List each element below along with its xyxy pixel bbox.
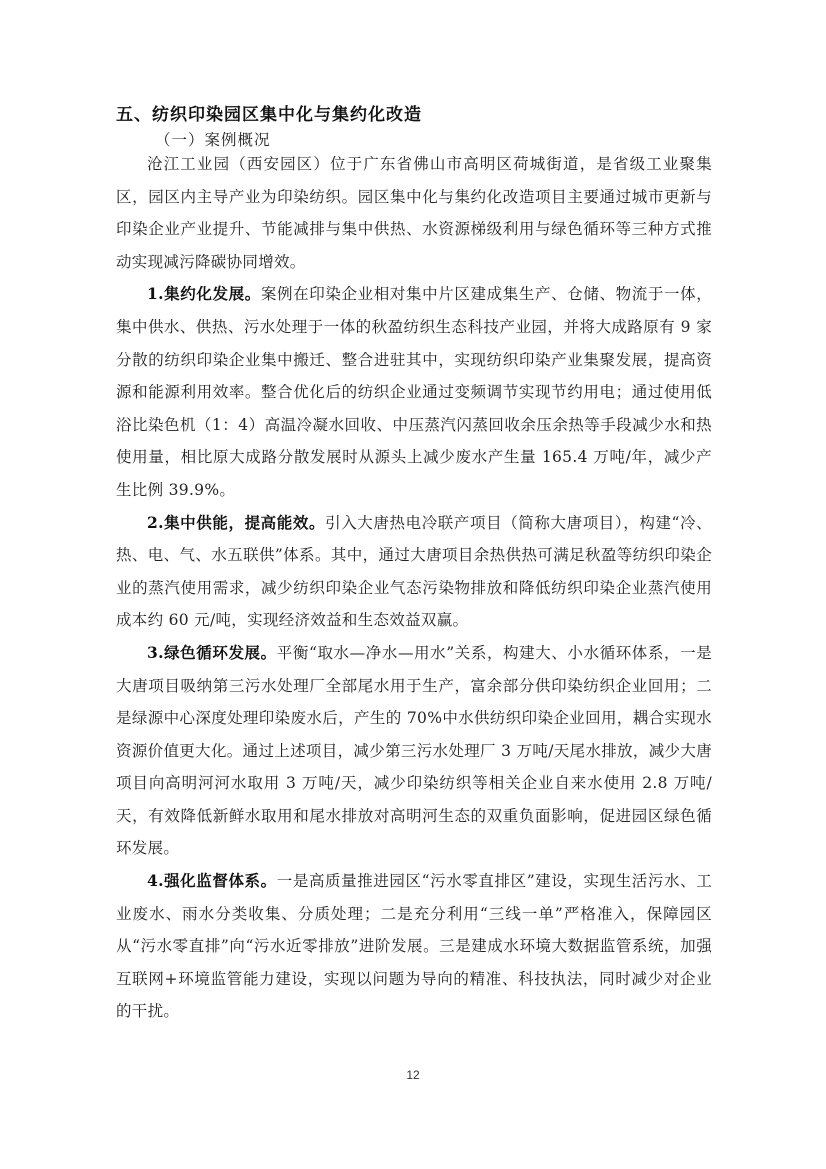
point-paragraph-4 [116,865,712,1028]
point-paragraph-3 [116,637,712,865]
point-text-4: 一是高质量推进园区“污水零直排区”建设，实现生活污水、工业废水、雨水分类收集、分质处理；二是充分利用“三线一单”严格准入，保障园区从“污水零直排”向“污水近零排放”进阶发展。三是建成水环境大数据监管系统，加强互联网+环境监管能力建设，实现以问题为导向的精准、科技执法，同时减少对企业的干扰。 [116,872,712,1021]
point-lead-4: 4.强化监督体系。 [147,871,277,891]
section-heading: 五、纺织印染园区集中化与集约化改造 [116,105,422,125]
intro-paragraph: 沧江工业园（西安园区）位于广东省佛山市高明区荷城街道，是省级工业聚集区，园区内主导产业为印染纺织。园区集中化与集约化改造项目主要通过城市更新与印染企业产业提升、节能减排与集中供热、水资源梯级利用与绿色循环等三种方式推动实现减污降碳协同增效。 [116,155,712,271]
point-text-2: 引入大唐热电冷联产项目（简称大唐项目），构建“冷、热、电、气、水五联供”体系。其中，通过大唐项目余热供热可满足秋盈等纺织印染企业的蒸汽使用需求，减少纺织印染企业气态污染物排放和降低纺织印染企业蒸汽使用成本约 60 元/吨，实现经济效益和生态效益双赢。 [116,513,712,630]
page-number: 12 [406,1068,420,1082]
point-lead-2: 2.集中供能，提高能效。 [147,512,326,532]
point-paragraph-2 [116,507,712,637]
point-text-1: 案例在印染企业相对集中片区建成集生产、仓储、物流于一体，集中供水、供热、污水处理于一体的秋盈纺织生态科技产业园，并将大成路原有 9 家分散的纺织印染企业集中搬迁、整合进驻其中，实现纺织印染产业集聚发展，提高资源和能源利用效率。整合优化后的纺织企业通过变频调节实现节约用电；通过使用低浴比染色机（1：4）高温冷凝水回收、中压蒸汽闪蒸回收余压余热等手段减少水和热使用量，相比原大成路分散发展时从源头上减少废水产生量 165.4 万吨/年，减少产生比例 39.9%。 [116,285,712,499]
point-text-3: 平衡“取水—净水—用水”关系，构建大、小水循环体系，一是大唐项目吸纳第三污水处理厂全部尾水用于生产，富余部分供印染纺织企业回用；二是绿源中心深度处理印染废水后，产生的 70%中水供纺织印染企业回用，耦合实现水资源价值更大化。通过上述项目，减少第三污水处理厂 3 万吨/天尾水排放，减少大唐项目向高明河河水取用 3 万吨/天，减少印染纺织等相关企业自来水使用 2.8 万吨/天，有效降低新鲜水取用和尾水排放对高明河生态的双重负面影响，促进园区绿色循环发展。 [116,643,712,858]
subsection-heading: （一）案例概况 [155,131,271,149]
point-lead-3: 3.绿色循环发展。 [147,642,277,662]
point-lead-1: 1.集约化发展。 [147,284,261,304]
point-paragraph-1 [116,278,712,506]
body-text [116,148,712,1028]
